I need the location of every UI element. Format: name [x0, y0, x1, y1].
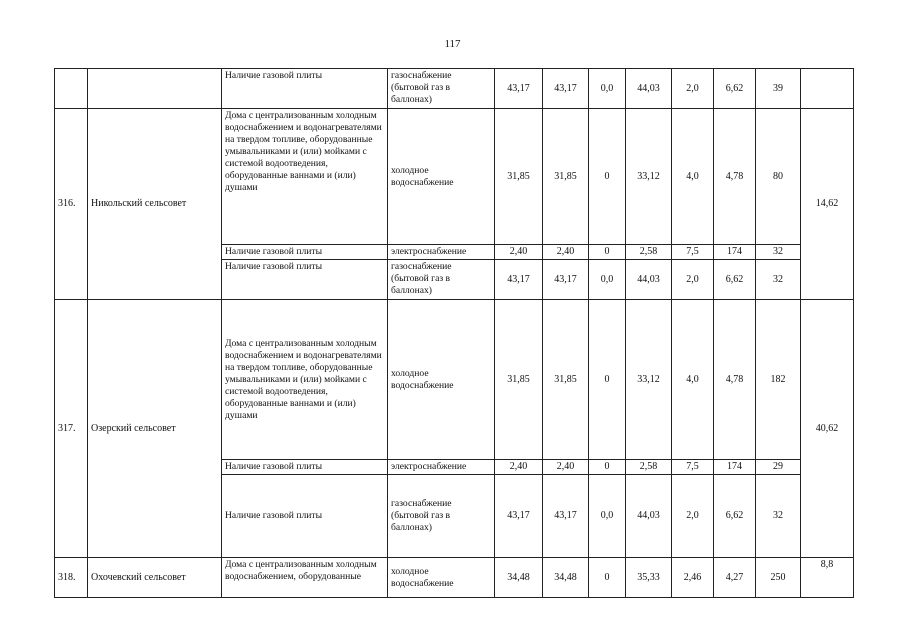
value-cell: 43,17: [495, 69, 543, 109]
row-number-cell: [55, 69, 88, 109]
value-cell: 31,85: [495, 109, 543, 245]
page-number: 117: [444, 38, 461, 50]
municipality-cell: Никольский сельсовет: [88, 109, 222, 300]
value-cell: 43,17: [495, 260, 543, 300]
service-cell: электроснабжение: [388, 460, 495, 475]
value-cell: 43,17: [543, 475, 589, 558]
value-cell: 4,78: [714, 300, 756, 460]
municipality-cell: Охочевский сельсовет: [88, 558, 222, 598]
value-cell: 2,0: [672, 260, 714, 300]
value-cell: 2,40: [495, 460, 543, 475]
feature-cell: Наличие газовой плиты: [222, 460, 388, 475]
total-cell: 14,62: [801, 109, 854, 300]
value-cell: 174: [714, 460, 756, 475]
value-cell: 2,40: [543, 245, 589, 260]
value-cell: 4,0: [672, 109, 714, 245]
feature-cell: Наличие газовой плиты: [222, 245, 388, 260]
value-cell: 2,40: [495, 245, 543, 260]
value-cell: 2,0: [672, 475, 714, 558]
value-cell: 32: [756, 475, 801, 558]
municipality-cell: Озерский сельсовет: [88, 300, 222, 558]
value-cell: 0: [589, 460, 626, 475]
row-number-cell: 318.: [55, 558, 88, 598]
value-cell: 0: [589, 558, 626, 598]
value-cell: 2,40: [543, 460, 589, 475]
value-cell: 0,0: [589, 260, 626, 300]
service-cell: холодное водоснабжение: [388, 300, 495, 460]
value-cell: 31,85: [543, 300, 589, 460]
value-cell: 250: [756, 558, 801, 598]
value-cell: 174: [714, 245, 756, 260]
value-cell: 31,85: [543, 109, 589, 245]
value-cell: 0: [589, 245, 626, 260]
value-cell: 0,0: [589, 475, 626, 558]
feature-cell: Дома с централизованным холодным водоснабжением и водонагревателями на твердом топливе, оборудованные умывальниками и (или) мойками с системой водоотведения, оборудованные ваннами и (или) душами: [222, 109, 388, 245]
value-cell: 7,5: [672, 460, 714, 475]
total-cell: [801, 69, 854, 109]
value-cell: 44,03: [626, 475, 672, 558]
value-cell: 80: [756, 109, 801, 245]
row-number-cell: 317.: [55, 300, 88, 558]
value-cell: 0: [589, 109, 626, 245]
value-cell: 6,62: [714, 260, 756, 300]
value-cell: 6,62: [714, 475, 756, 558]
value-cell: 33,12: [626, 109, 672, 245]
table-row: [55, 109, 854, 245]
value-cell: 29: [756, 460, 801, 475]
tariff-table: [54, 68, 854, 598]
table-row: [55, 69, 854, 109]
value-cell: 6,62: [714, 69, 756, 109]
feature-cell: Наличие газовой плиты: [222, 475, 388, 558]
total-cell: 8,8: [801, 558, 854, 598]
value-cell: 32: [756, 245, 801, 260]
value-cell: 2,0: [672, 69, 714, 109]
value-cell: 43,17: [495, 475, 543, 558]
value-cell: 2,46: [672, 558, 714, 598]
row-number-cell: 316.: [55, 109, 88, 300]
value-cell: 0,0: [589, 69, 626, 109]
value-cell: 34,48: [543, 558, 589, 598]
value-cell: 34,48: [495, 558, 543, 598]
feature-cell: Наличие газовой плиты: [222, 69, 388, 109]
feature-cell: Наличие газовой плиты: [222, 260, 388, 300]
value-cell: 43,17: [543, 69, 589, 109]
service-cell: газоснабжение (бытовой газ в баллонах): [388, 475, 495, 558]
table-row: [55, 300, 854, 460]
value-cell: 44,03: [626, 260, 672, 300]
total-cell: 40,62: [801, 300, 854, 558]
value-cell: 43,17: [543, 260, 589, 300]
service-cell: газоснабжение (бытовой газ в баллонах): [388, 69, 495, 109]
value-cell: 2,58: [626, 460, 672, 475]
municipality-cell: [88, 69, 222, 109]
value-cell: 33,12: [626, 300, 672, 460]
value-cell: 31,85: [495, 300, 543, 460]
service-cell: газоснабжение (бытовой газ в баллонах): [388, 260, 495, 300]
feature-cell: Дома с централизованным холодным водоснабжением и водонагревателями на твердом топливе, оборудованные умывальниками и (или) мойками с системой водоотведения, оборудованные ваннами и (или) душами: [222, 300, 388, 460]
value-cell: 39: [756, 69, 801, 109]
value-cell: 4,27: [714, 558, 756, 598]
value-cell: 35,33: [626, 558, 672, 598]
value-cell: 2,58: [626, 245, 672, 260]
table-row: [55, 558, 854, 598]
value-cell: 0: [589, 300, 626, 460]
value-cell: 4,0: [672, 300, 714, 460]
service-cell: электроснабжение: [388, 245, 495, 260]
value-cell: 4,78: [714, 109, 756, 245]
value-cell: 32: [756, 260, 801, 300]
service-cell: холодное водоснабжение: [388, 109, 495, 245]
service-cell: холодное водоснабжение: [388, 558, 495, 598]
value-cell: 182: [756, 300, 801, 460]
feature-cell: Дома с централизованным холодным водоснабжением, оборудованные: [222, 558, 388, 598]
value-cell: 44,03: [626, 69, 672, 109]
value-cell: 7,5: [672, 245, 714, 260]
